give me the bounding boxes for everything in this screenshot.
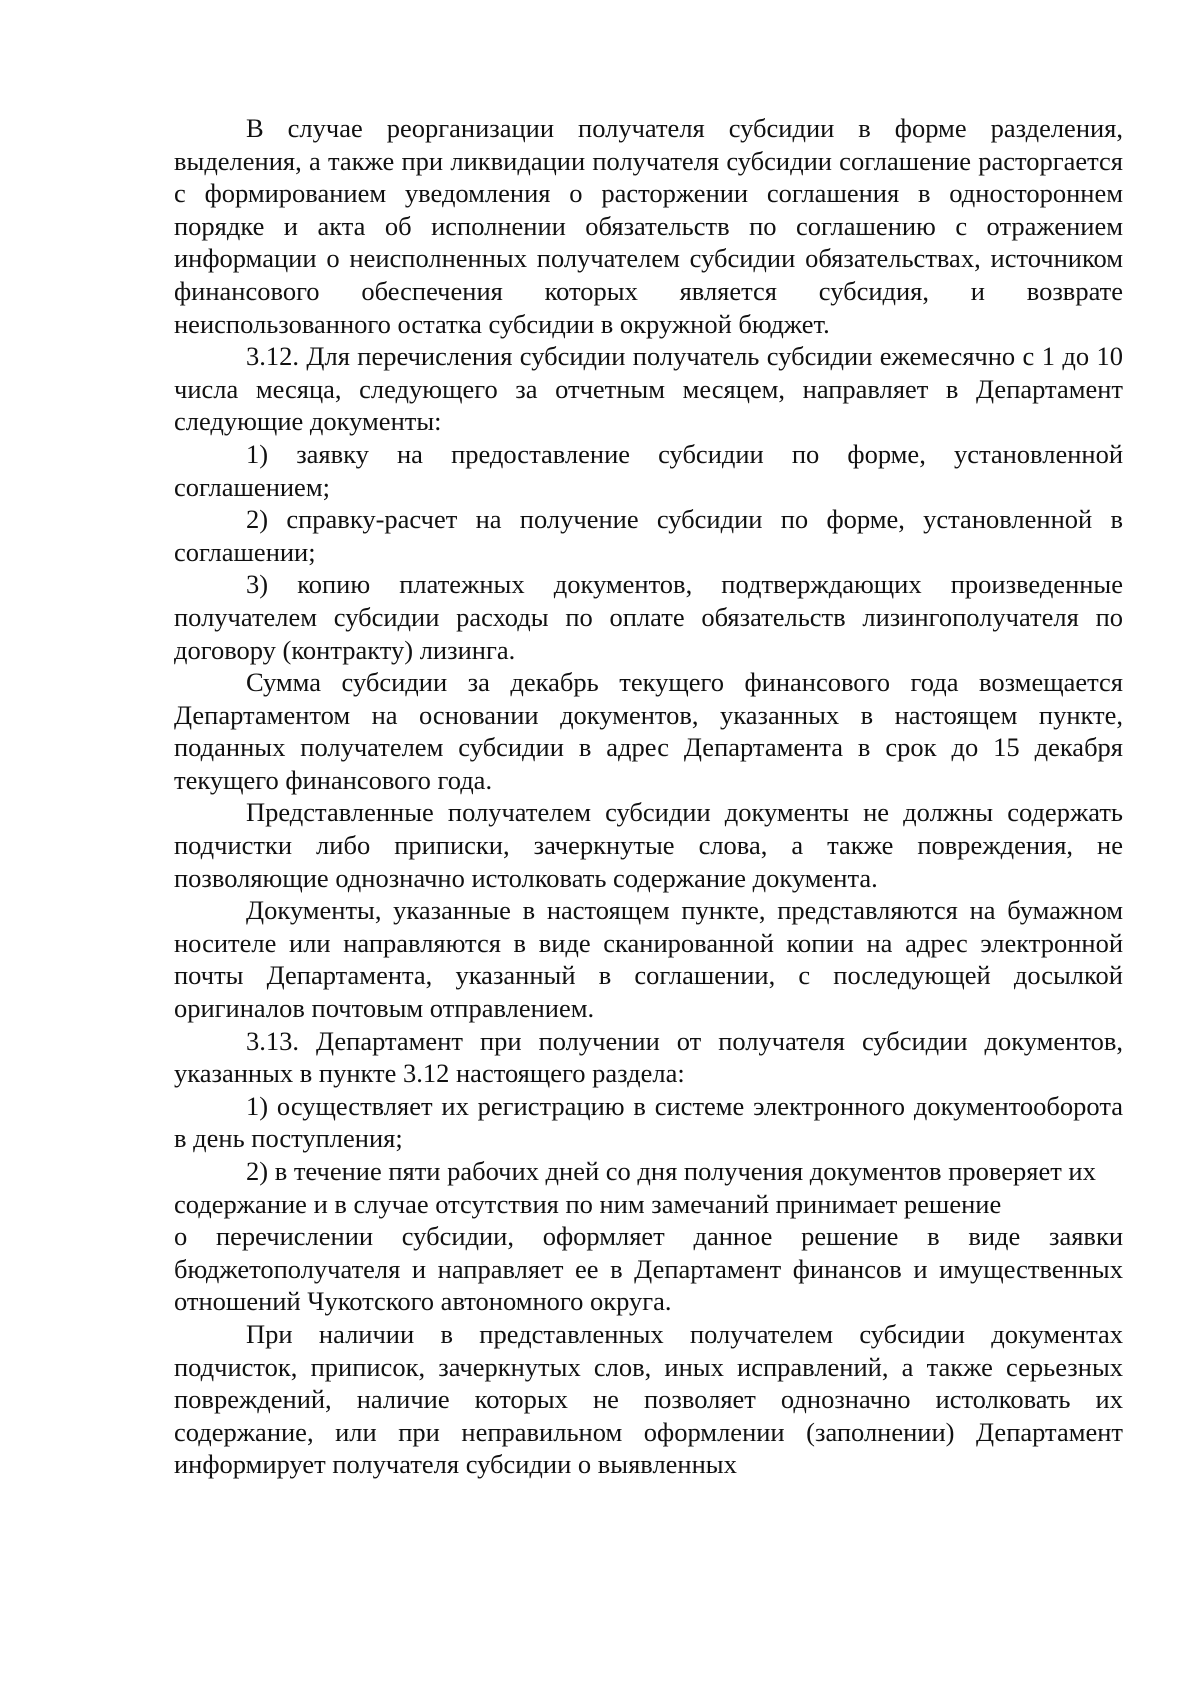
list-item-payment-copies: 3) копию платежных документов, подтверждающих произведенные получателем субсидии расходы по оплате обязательств лизингополучателя по договору (контракту) лизинга. xyxy=(174,569,1123,665)
list-item-calculation: 2) справку-расчет на получение субсидии по форме, установленной в соглашении; xyxy=(174,504,1123,567)
paragraph-reorganization: В случае реорганизации получателя субсидии в форме разделения, выделения, а также при ликвидации получателя субсидии соглашение расторгается с формированием уведомления о расторжении соглашения в одностороннем порядке и акта об исполнении обязательств по соглашению с отражением информации о неисполненных получателем субсидии обязательствах, источником финансового обеспечения которых является субсидия, и возврате неиспользованного остатка субсидии в окружной бюджет. xyxy=(174,113,1123,339)
list-item-application: 1) заявку на предоставление субсидии по форме, установленной соглашением; xyxy=(174,438,1123,502)
paragraph-3-13: 3.13. Департамент при получении от получателя субсидии документов, указанных в пункте 3.12 настоящего раздела: xyxy=(174,1025,1123,1089)
paragraph-submission-method: Документы, указанные в настоящем пункте, представляются на бумажном носителе или направляются в виде сканированной копии на адрес электронной почты Департамента, указанный в соглашении, с последующей досылкой оригиналов почтовым отправлением. xyxy=(174,895,1123,1024)
document-page xyxy=(174,112,1123,1481)
list-item-registration: 1) осуществляет их регистрацию в системе электронного документооборота в день поступления; xyxy=(174,1090,1123,1154)
list-item-review: 2) в течение пяти рабочих дней со дня получения документов проверяет их содержание и в случае отсутствия по ним замечаний принимает решение xyxy=(174,1156,1096,1219)
paragraph-transfer-decision: о перечислении субсидии, оформляет данное решение в виде заявки бюджетополучателя и направляет ее в Департамент финансов и имущественных отношений Чукотского автономного округа. xyxy=(174,1221,1123,1317)
paragraph-3-12: 3.12. Для перечисления субсидии получатель субсидии ежемесячно с 1 до 10 числа месяца, следующего за отчетным месяцем, направляет в Департамент следующие документы: xyxy=(174,341,1123,437)
paragraph-document-requirements: Представленные получателем субсидии документы не должны содержать подчистки либо приписки, зачеркнутые слова, а также повреждения, не позволяющие однозначно истолковать содержание документа. xyxy=(174,797,1123,893)
paragraph-december-amount: Сумма субсидии за декабрь текущего финансового года возмещается Департаментом на основании документов, указанных в настоящем пункте, поданных получателем субсидии в адрес Департамента в срок до 15 декабря текущего финансового года. xyxy=(174,667,1123,795)
paragraph-defects: При наличии в представленных получателем субсидии документах подчисток, приписок, зачеркнутых слов, иных исправлений, а также серьезных повреждений, наличие которых не позволяет однозначно истолковать их содержание, или при неправильном оформлении (заполнении) Департамент информирует получателя субсидии о выявленных xyxy=(174,1318,1123,1480)
